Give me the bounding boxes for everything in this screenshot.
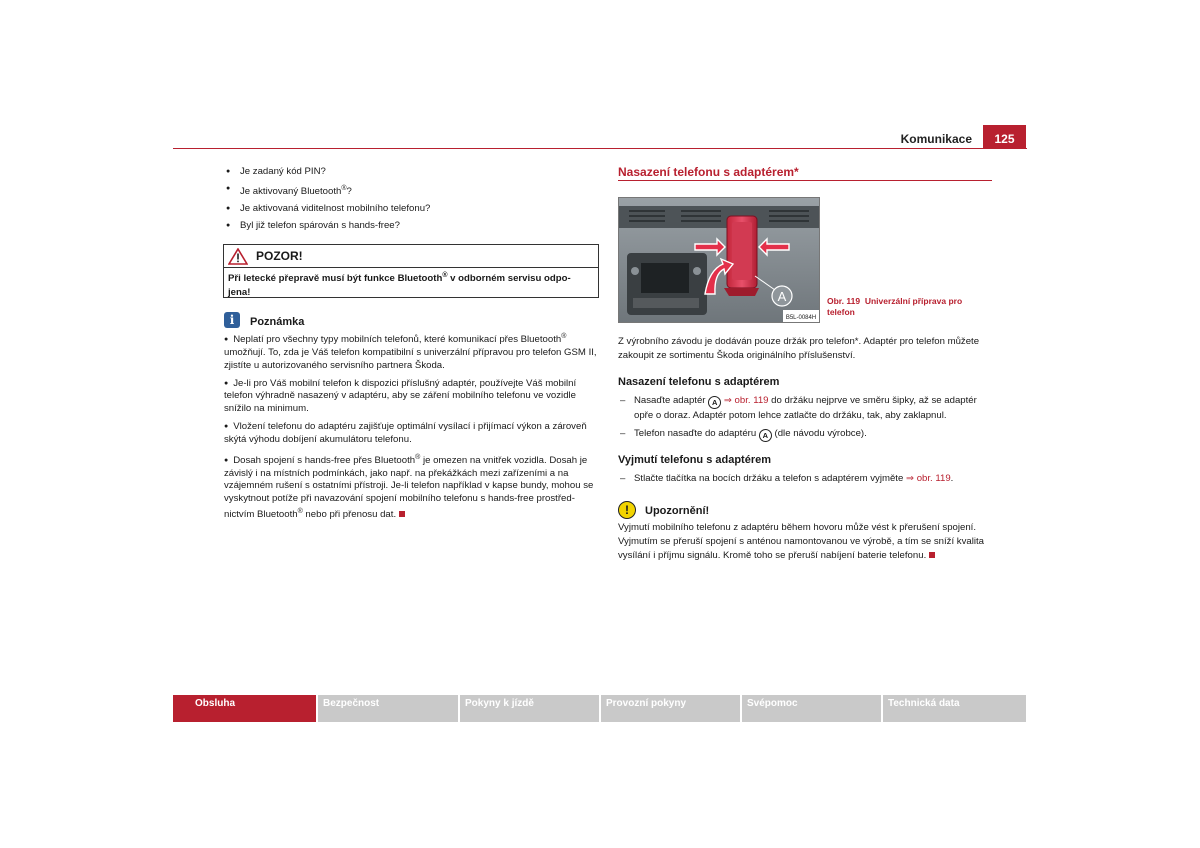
caption-text: Univerzální příprava pro telefon: [827, 296, 963, 317]
question-mark: ?: [346, 186, 352, 198]
list-item-text: Je aktivovaná viditelnost mobilního telefonu?: [240, 203, 431, 215]
bullet-dot: ●: [224, 422, 229, 430]
figure-caption: [827, 296, 987, 318]
tab-technicka-data[interactable]: Technická data: [883, 695, 1026, 722]
note-paragraph: [224, 452, 598, 522]
section-title: Komunikace: [900, 132, 972, 146]
caution-body: [618, 521, 992, 563]
tab-provozni-pokyny[interactable]: Provozní pokyny: [601, 695, 740, 722]
insert-steps: [618, 394, 992, 446]
note-text: Neplatí pro všechny typy mobilních telefonů, které komunikací přes Bluetooth: [233, 334, 562, 346]
caution-icon: !: [618, 501, 636, 519]
note-text: nictvím Bluetooth: [224, 509, 298, 521]
warning-box: [223, 244, 599, 298]
warning-text-part: jena!: [228, 287, 251, 299]
header-rule: [173, 148, 1027, 149]
figure-link[interactable]: ⇒ obr. 119: [723, 395, 769, 406]
list-item-text: Byl již telefon spárován s hands-free?: [240, 220, 400, 232]
end-mark: [399, 511, 405, 517]
info-icon: i: [224, 312, 240, 328]
bullet-dot: ●: [224, 379, 229, 387]
warning-header: [224, 245, 598, 268]
warning-title: POZOR!: [256, 249, 303, 263]
figure-code: B5L-0084H: [785, 315, 817, 321]
registered-mark: ®: [341, 185, 347, 192]
step-text: do držáku nejprve ve směru šipky, až se adaptér opře o doraz. Adaptér potom lehce zatlačte do držáku, tak, aby zaklapnul.: [634, 395, 977, 421]
list-item-text: Je zadaný kód PIN?: [240, 166, 326, 177]
end-mark: [929, 552, 935, 558]
note-text: Dosah spojení s hands-free přes Bluetooth: [233, 454, 416, 466]
checklist: [224, 165, 598, 236]
list-item: [224, 165, 598, 179]
registered-mark: ®: [415, 453, 421, 461]
caption-number: Obr. 119: [827, 296, 861, 306]
step-text: Stlačte tlačítka na bocích držáku a telefon s adaptérem vyjměte: [634, 473, 904, 484]
remove-heading: Vyjmutí telefonu s adaptérem: [618, 454, 772, 466]
registered-mark: ®: [442, 272, 448, 279]
note-paragraph: [224, 421, 598, 447]
intro-paragraph: Z výrobního závodu je dodáván pouze držák pro telefon*. Adaptér pro telefon můžete zakoupit ze sortimentu Škoda originálního příslušenství.: [618, 336, 980, 361]
note-paragraph: [224, 378, 598, 416]
step-item: – Stlačte tlačítka na bocích držáku a telefon s adaptérem vyjměte ⇒ obr. 119.: [618, 472, 992, 486]
note-text: Je-li pro Váš mobilní telefon k dispozici příslušný adaptér, používejte Váš mobilní telefon výhradně nasazený v adaptéru, aby se záření mobilního telefonu ve vozidle snížilo na minimum.: [224, 377, 577, 415]
bullet-dot: ●: [224, 336, 229, 344]
registered-mark: ®: [561, 333, 567, 340]
note-title: Poznámka: [250, 316, 305, 328]
tab-pokyny-k-jizde[interactable]: Pokyny k jízdě: [460, 695, 599, 722]
warning-text: [228, 269, 590, 300]
step-item: [618, 394, 992, 423]
figure-link[interactable]: ⇒ obr. 119: [905, 473, 951, 484]
note-paragraph: [224, 331, 598, 373]
page-number: 125: [983, 125, 1026, 149]
tab-svepomoc[interactable]: Svépomoc: [742, 695, 881, 722]
note-text: Vložení telefonu do adaptéru zajišťuje optimální vysílací i přijímací výkon a zároveň skýtá výhodu dobíjení akumulátoru telefonu.: [224, 420, 587, 445]
bullet-dot: ●: [224, 456, 229, 464]
step-text: Nasaďte adaptér: [634, 395, 706, 406]
callout-a-icon: A: [759, 429, 772, 442]
phone-holder-illustration: [619, 198, 819, 322]
list-item-text: Je aktivovaný Bluetooth: [240, 186, 342, 198]
note-text: nebo při přenosu dat.: [302, 509, 397, 521]
note-text: umožňují. To, zda je Váš telefon kompatibilní s univerzální přípravou pro telefon GSM II, zjistíte u autorizovaného servisního partnera Škoda.: [224, 346, 597, 371]
registered-mark: ®: [297, 507, 303, 515]
list-item: [224, 219, 598, 233]
list-item: [224, 182, 598, 199]
note-text: je omezen na vnitřek vozidla. Dosah je závislý i na místních podmínkách, jako např. na překážkách mezi zařízeními a na vzájemném rušení s ostatními přístroji. Je-li telefon například v kapse bundy, mohou se vyskytnout potíže při navazování spojení mobilního telefonu s hands-free prostřed-: [224, 454, 594, 505]
insert-heading: Nasazení telefonu s adaptérem: [618, 376, 780, 388]
warning-text-part: v odborném servisu odpo-: [447, 273, 571, 285]
caution-text: Vyjmutí mobilního telefonu z adaptéru během hovoru může vést k přerušení spojení. Vyjmutím se přeruší spojení s anténou namontovanou ve výrobě, a tím se sníží kvalita vysílání i příjmu signálu. Kromě toho se přeruší nabíjení baterie telefonu.: [618, 522, 984, 561]
figure-119-photo: [618, 197, 820, 323]
step-text: (dle návodu výrobce).: [774, 428, 867, 439]
warning-triangle-icon: [228, 248, 248, 265]
warning-text-part: Při letecké přepravě musí být funkce Bluetooth: [228, 273, 443, 285]
tab-bezpecnost[interactable]: Bezpečnost: [318, 695, 458, 722]
list-item: [224, 202, 598, 216]
callout-label-a: A: [777, 289, 787, 304]
note-body: [224, 331, 598, 527]
caution-title: Upozornění!: [645, 505, 710, 517]
section-heading: Nasazení telefonu s adaptérem*: [618, 165, 799, 179]
remove-steps: [618, 472, 992, 490]
tab-obsluha[interactable]: Obsluha: [173, 695, 316, 722]
heading-rule: [618, 180, 992, 181]
step-item: [618, 427, 992, 442]
step-text: Telefon nasaďte do adaptéru: [634, 428, 757, 439]
callout-a-icon: A: [708, 396, 721, 409]
